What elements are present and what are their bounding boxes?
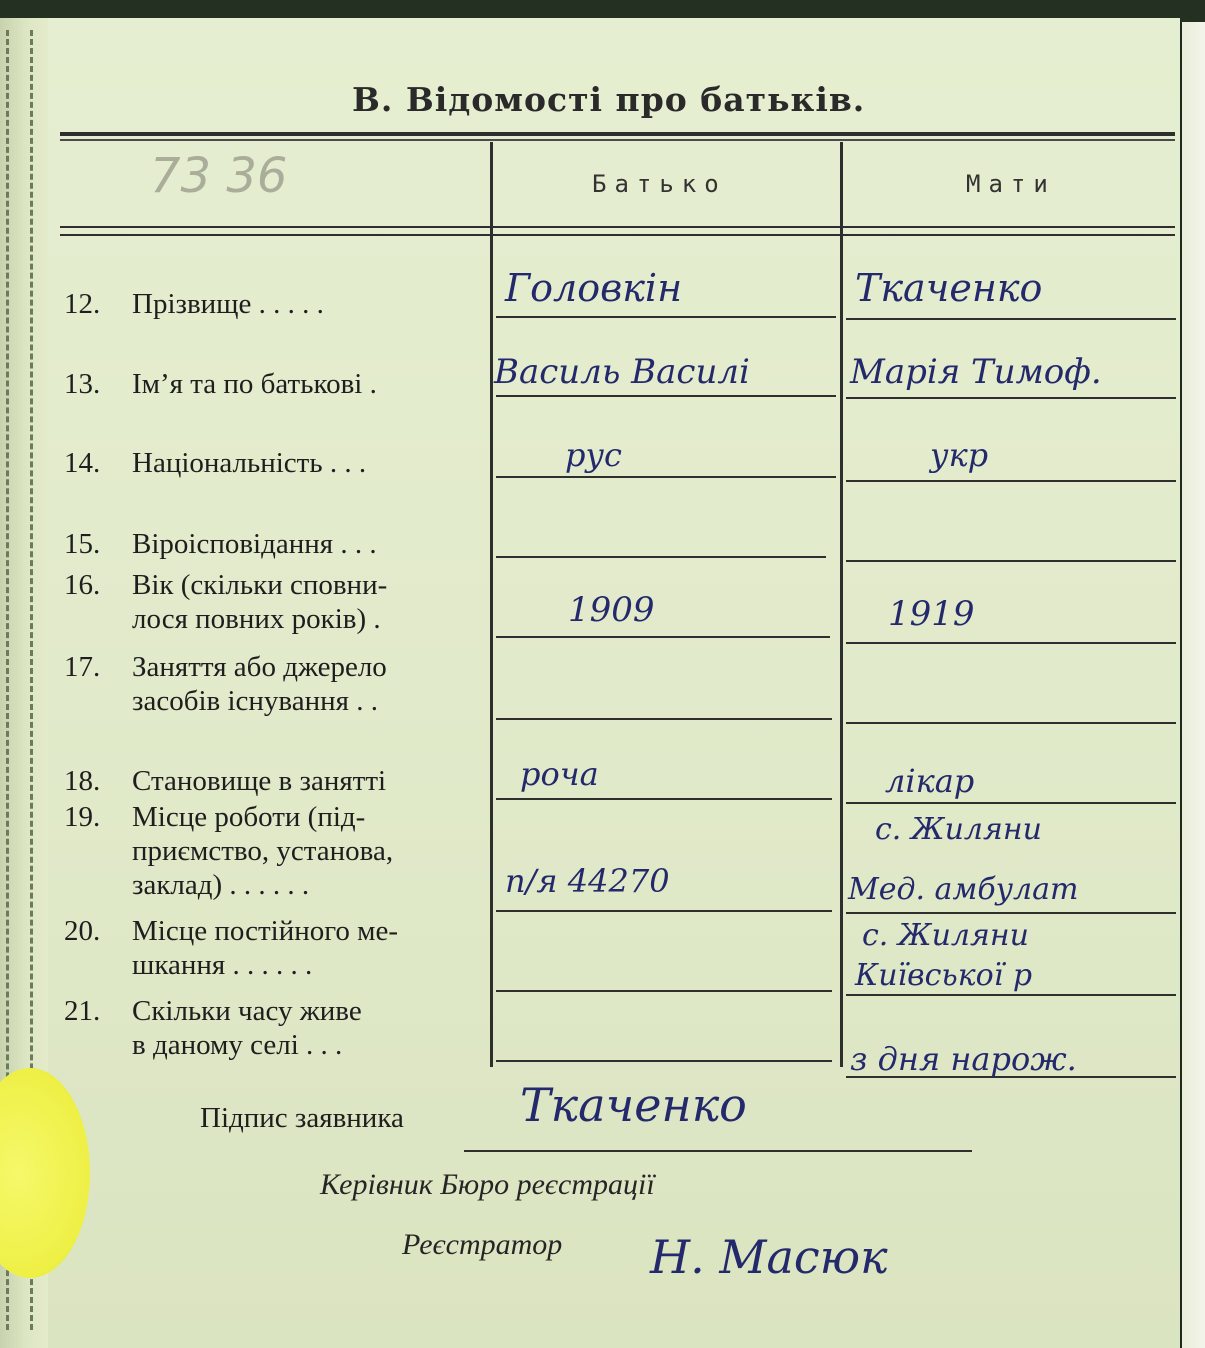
answer-line — [846, 722, 1176, 724]
answer-line — [496, 718, 832, 720]
father-workplace: п/я 44270 — [505, 862, 670, 900]
answer-line — [846, 994, 1176, 996]
document-sheet: В. Відомості про батьків. 73 36 Батько Мати 12. Прізвище . . . . . 13. Ім’я та по батькові . 14. Національність . . . 15. Віроісповідання . . . 16. Вік (скільки сповни- лося повних років) . 17. Заняття або джерело засобів існування . . 18. Становище в занятті 19. Місце роботи (під- приємство, установа, заклад) . . . . . . 20. Місце постійного ме- шкання . . . . . . 21. Скільки часу живе в даному селі . . . Головкін Ткаченко Василь Василі Марія Тимоф. рус укр 1909 1919 роча лікар п/я 44270 с. Жиляни Мед. амбулат с. Жиляни Київської р з дня нарож. Підпис заявника Ткаченко Керівник Бюро реєстрації Реєстратор Н. Масюк — [0, 0, 1205, 1348]
column-header-mother: Мати — [966, 170, 1056, 198]
header-rule — [60, 234, 1175, 236]
answer-line — [496, 476, 836, 478]
mother-workplace-line2: Мед. амбулат — [848, 872, 1079, 907]
father-age: 1909 — [568, 590, 655, 630]
answer-line — [496, 798, 832, 800]
header-rule — [60, 226, 1175, 228]
father-name: Василь Василі — [494, 352, 750, 392]
column-header-father: Батько — [592, 170, 727, 198]
mother-name: Марія Тимоф. — [850, 352, 1102, 392]
pencil-note: 73 36 — [150, 148, 288, 204]
column-divider — [840, 142, 843, 1067]
answer-line — [496, 910, 832, 912]
answer-line — [846, 480, 1176, 482]
title-rule — [60, 139, 1175, 141]
father-position: роча — [520, 755, 599, 793]
mother-workplace-line1: с. Жиляни — [875, 812, 1042, 847]
answer-line — [846, 397, 1176, 399]
answer-line — [496, 636, 830, 638]
signature-label: Підпис заявника — [200, 1102, 404, 1134]
answer-line — [846, 642, 1176, 644]
registrar-signature: Н. Масюк — [650, 1230, 888, 1284]
answer-line — [846, 560, 1176, 562]
registrar-label: Реєстратор — [402, 1228, 563, 1261]
mother-residence-line1: с. Жиляни — [862, 918, 1029, 953]
applicant-signature: Ткаченко — [520, 1078, 747, 1132]
mother-nationality: укр — [930, 436, 989, 474]
father-nationality: рус — [565, 436, 622, 474]
field-label-residence-duration: 21. Скільки часу живе в даному селі . . . — [64, 995, 362, 1061]
answer-line — [496, 1060, 832, 1062]
signature-line — [464, 1150, 972, 1152]
answer-line — [496, 316, 836, 318]
section-title: В. Відомості про батьків. — [352, 80, 866, 119]
adjacent-page-edge — [1182, 22, 1205, 1348]
mother-residence-line2: Київської р — [855, 958, 1033, 993]
answer-line — [846, 802, 1176, 804]
mother-surname: Ткаченко — [855, 266, 1043, 310]
mother-residence-duration: з дня нарож. — [850, 1040, 1077, 1078]
answer-line — [496, 556, 826, 558]
answer-line — [496, 990, 832, 992]
father-surname: Головкін — [505, 266, 683, 310]
field-label-age: 16. Вік (скільки сповни- лося повних років) . — [64, 569, 388, 635]
field-label-occupation: 17. Заняття або джерело засобів існування . . — [64, 651, 387, 717]
field-label-residence: 20. Місце постійного ме- шкання . . . . . . — [64, 915, 399, 981]
field-label-workplace: 19. Місце роботи (під- приємство, установа, заклад) . . . . . . — [64, 801, 394, 901]
column-divider — [490, 142, 493, 1067]
mother-age: 1919 — [888, 594, 975, 634]
answer-line — [846, 318, 1176, 320]
bureau-head-label: Керівник Бюро реєстрації — [320, 1168, 655, 1201]
mother-position: лікар — [885, 762, 975, 800]
answer-line — [496, 395, 836, 397]
answer-line — [846, 912, 1176, 914]
title-rule — [60, 132, 1175, 136]
